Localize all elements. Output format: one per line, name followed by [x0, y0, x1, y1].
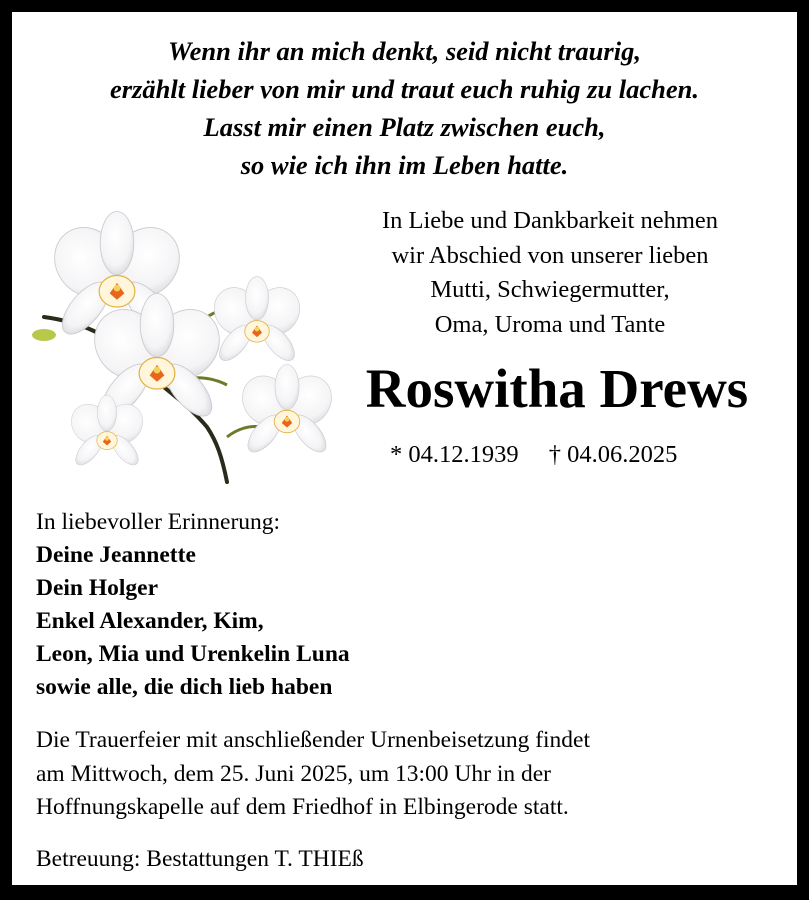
orchid-flowers-image: [22, 197, 342, 497]
funeral-home-credit: Betreuung: Bestattungen T. THIEß: [36, 846, 364, 872]
poem-line: Wenn ihr an mich denkt, seid nicht traurig,: [168, 36, 641, 66]
poem-line: so wie ich ihn im Leben hatte.: [240, 150, 569, 180]
mourner-line: Leon, Mia und Urenkelin Luna: [36, 641, 350, 667]
poem-line: Lasst mir einen Platz zwischen euch,: [203, 112, 606, 142]
life-dates: [390, 438, 677, 472]
intro-line: Oma, Uroma und Tante: [434, 310, 666, 338]
mourners-heading: In liebevoller Erinnerung:: [36, 509, 281, 535]
mourner-line: sowie alle, die dich lieb haben: [36, 674, 333, 700]
poem-line: erzählt lieber von mir und traut euch ruhig zu lachen.: [109, 74, 700, 104]
birth-date: * 04.12.1939: [390, 441, 519, 468]
intro-line: In Liebe und Dankbarkeit nehmen: [381, 207, 719, 234]
obituary-notice: [12, 12, 797, 885]
mourner-line: Deine Jeannette: [36, 542, 196, 568]
white-orchid-icon: [22, 197, 342, 497]
service-line: am Mittwoch, dem 25. Juni 2025, um 13:00 Uhr in der: [36, 760, 551, 787]
service-line: Die Trauerfeier mit anschließender Urnenbeisetzung findet: [36, 727, 591, 753]
farewell-intro: [330, 204, 770, 342]
deceased-name: Roswitha Drews: [365, 358, 749, 419]
intro-line: Mutti, Schwiegermutter,: [430, 276, 670, 303]
death-date: † 04.06.2025: [548, 441, 678, 468]
mourners-list: [36, 506, 350, 704]
mourner-line: Enkel Alexander, Kim,: [36, 608, 264, 634]
memorial-poem: [12, 32, 797, 184]
service-line: Hoffnungskapelle auf dem Friedhof in Elbingerode statt.: [36, 794, 569, 820]
mourner-line: Dein Holger: [36, 575, 159, 601]
funeral-service-info: [36, 724, 590, 825]
intro-line: wir Abschied von unserer lieben: [391, 241, 709, 269]
